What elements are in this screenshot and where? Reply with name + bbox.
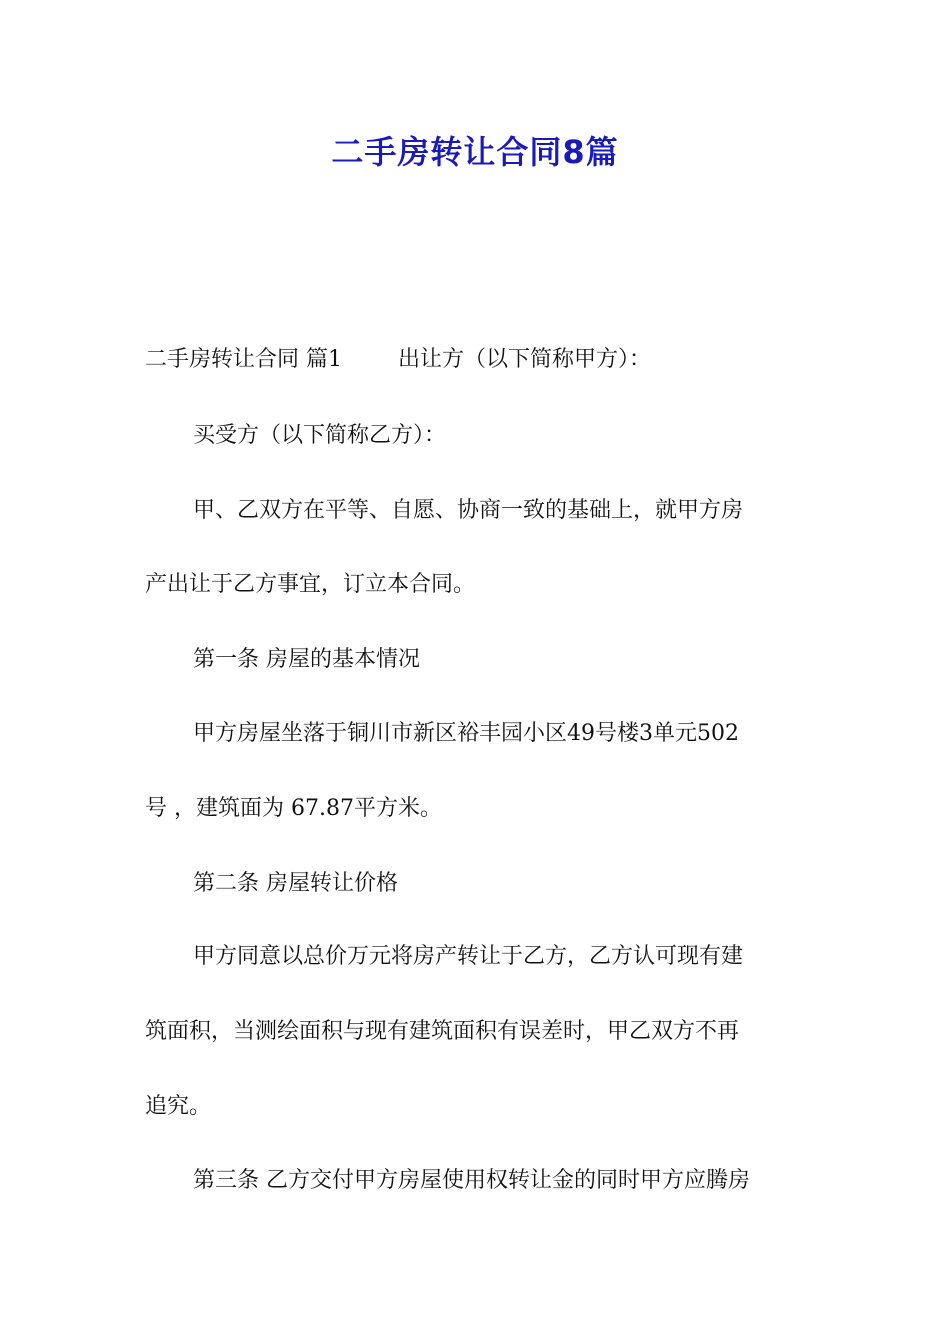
article-heading: 第三条 乙方交付甲方房屋使用权转让金的同时甲方应腾房 bbox=[193, 1168, 750, 1193]
section-heading: 二手房转让合同 篇1 bbox=[145, 347, 342, 372]
body-line: 号 ，建筑面为 67.87平方米。 bbox=[145, 796, 442, 821]
body-line: 甲方房屋坐落于铜川市新区裕丰园小区49号楼3单元502 bbox=[193, 721, 739, 746]
article-heading: 第一条 房屋的基本情况 bbox=[193, 647, 420, 672]
body-line: 筑面积，当测绘面积与现有建筑面积有误差时，甲乙双方不再 bbox=[145, 1019, 740, 1044]
document-title: 二手房转让合同8篇 bbox=[331, 133, 619, 171]
article-heading: 第二条 房屋转让价格 bbox=[193, 871, 398, 896]
buyer-label: 买受方（以下简称乙方）： bbox=[193, 423, 447, 448]
seller-label: 出让方（以下简称甲方）： bbox=[398, 347, 652, 372]
heading-line bbox=[145, 344, 825, 376]
body-line: 甲、乙双方在平等、自愿、协商一致的基础上，就甲方房 bbox=[193, 498, 744, 523]
body-line: 追究。 bbox=[145, 1094, 212, 1119]
body-line: 甲方同意以总价万元将房产转让于乙方，乙方认可现有建 bbox=[193, 944, 744, 969]
body-line: 产出让于乙方事宜，订立本合同。 bbox=[145, 572, 476, 597]
